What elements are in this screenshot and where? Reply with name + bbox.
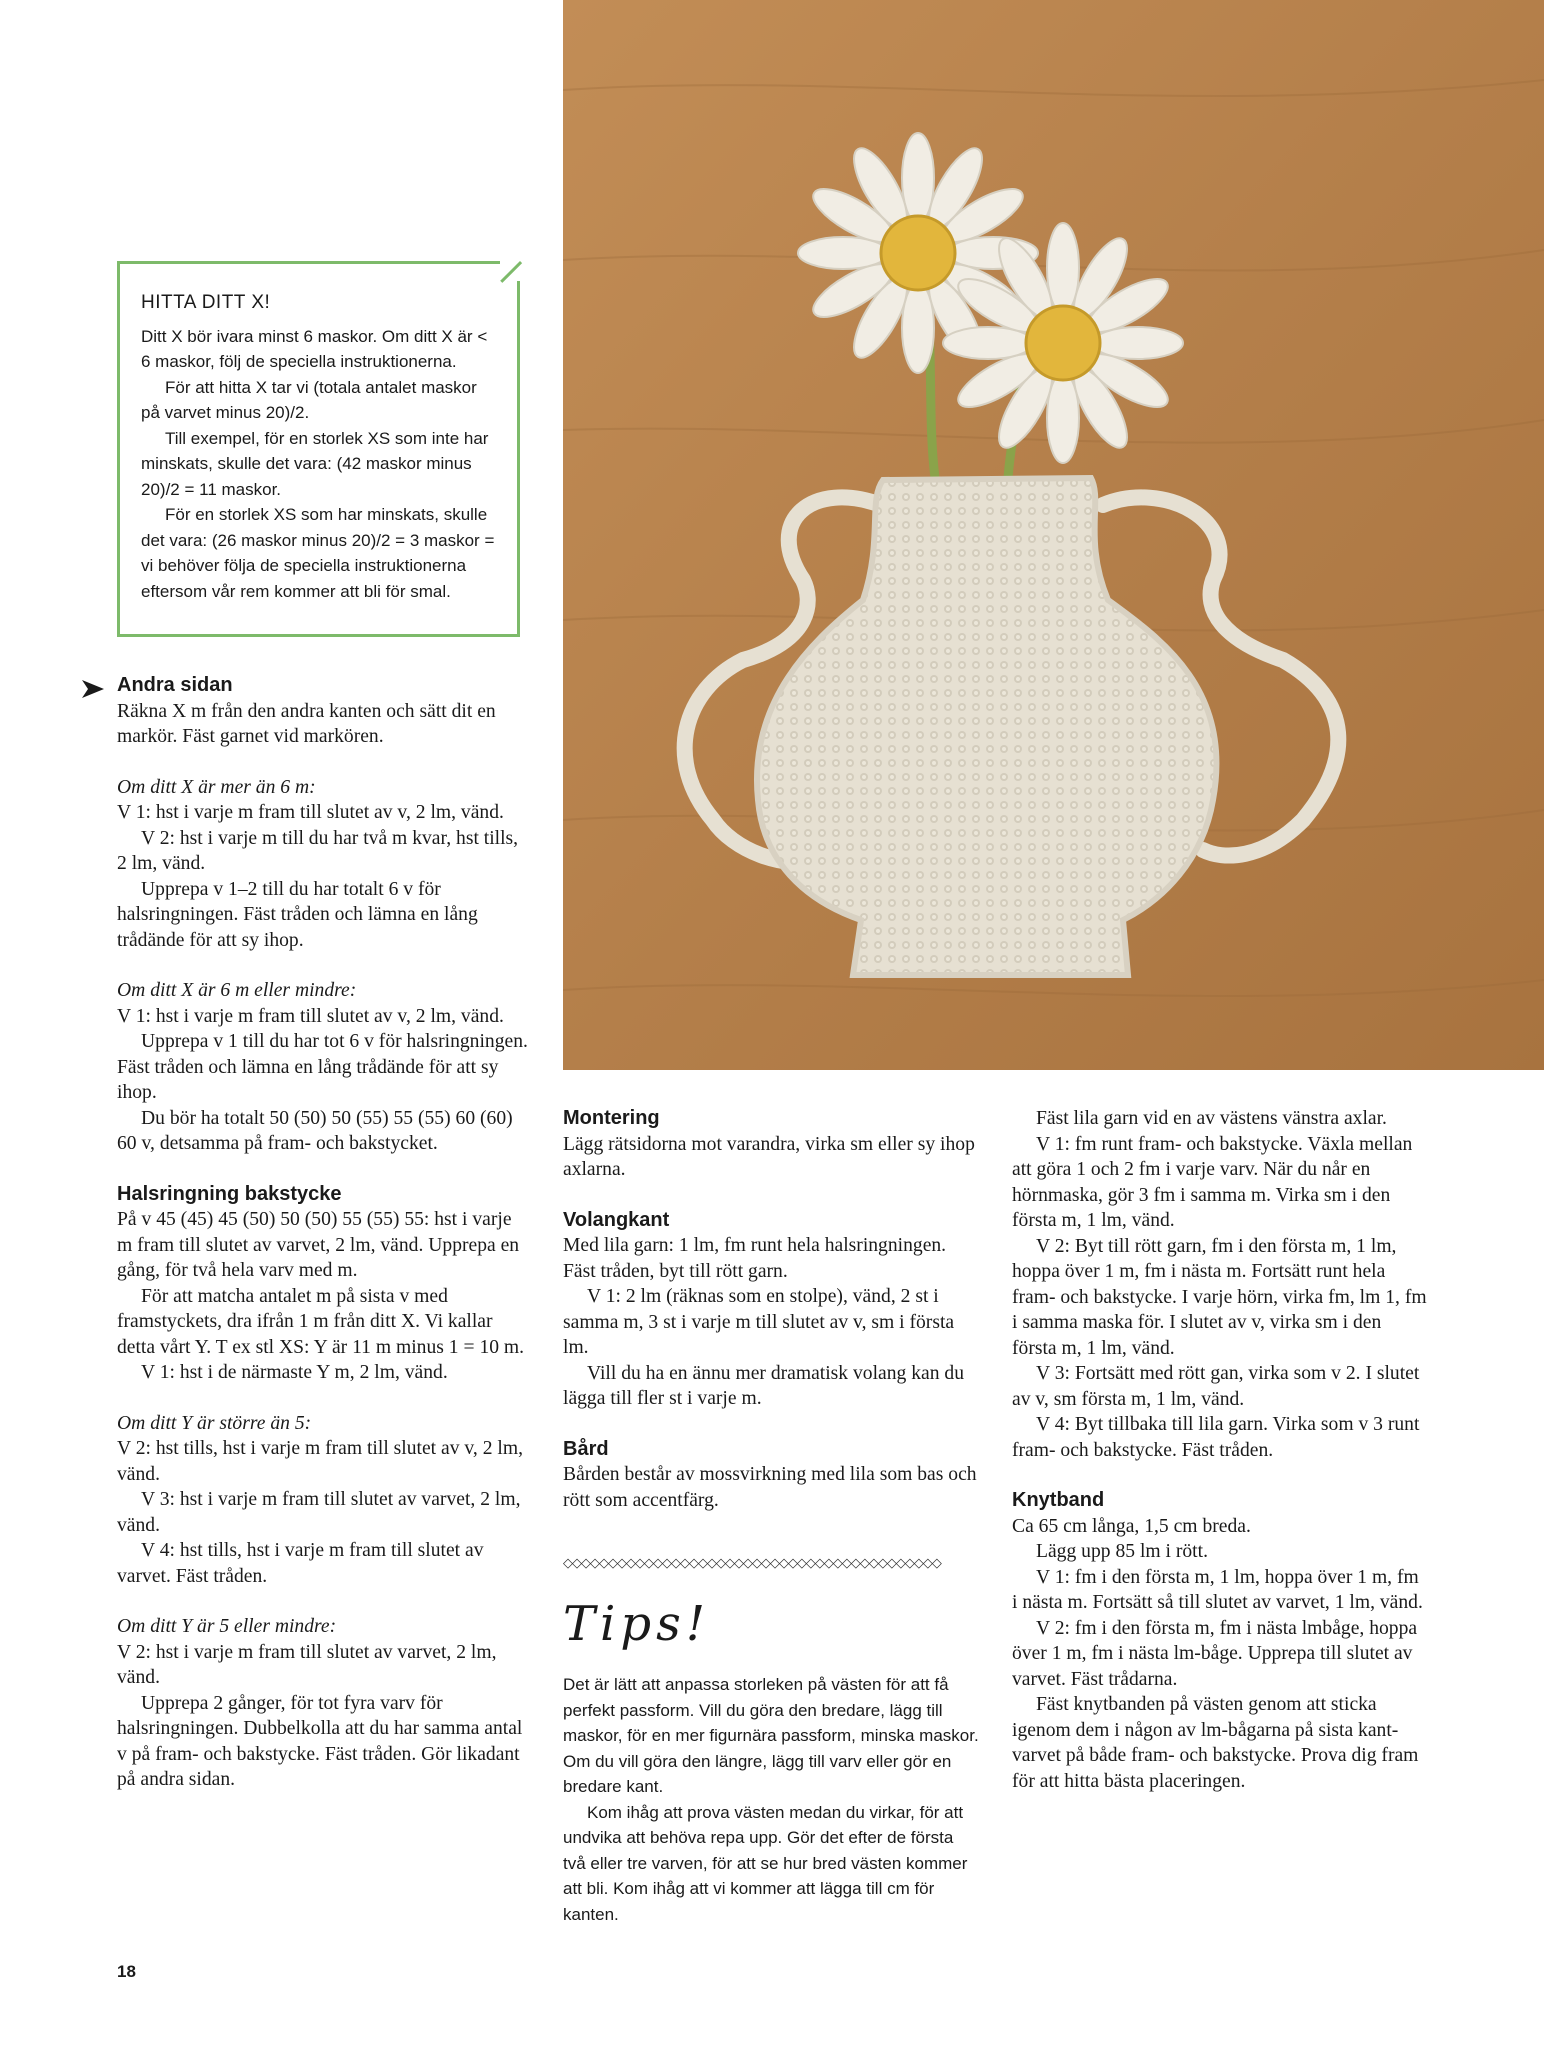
section-heading-bard: Bård [563, 1437, 609, 1460]
box-title: HITTA DITT X! [141, 292, 271, 313]
subheading: Om ditt X är mer än 6 m: [117, 776, 316, 798]
subheading: Om ditt Y är större än 5: [117, 1412, 312, 1434]
section-heading-montering: Montering [563, 1107, 660, 1129]
paragraph: Ca 65 cm långa, 1,5 cm breda. [1012, 1515, 1251, 1537]
paragraph: V 2: Byt till rött garn, fm i den första m, 1 lm, hoppa över 1 m, fm i nästa m. Fortsätt runt hela fram- och bakstycke. I varje hörn, virka fm, lm 1, fm i samma maska för. I slutet av v, virka sm i den första m, 1 lm, vänd. [1012, 1235, 1427, 1359]
paragraph: V 2: hst i varje m fram till slutet av varvet, 2 lm, vänd. [117, 1641, 497, 1688]
paragraph: V 2: hst tills, hst i varje m fram till slutet av v, 2 lm, vänd. [117, 1438, 523, 1485]
column-middle [563, 1106, 978, 1513]
paragraph: Räkna X m från den andra kanten och sätt dit en markör. Fäst garnet vid markören. [117, 700, 496, 747]
paragraph: V 3: Fortsätt med rött gan, virka som v 2. I slutet av v, sm första m, 1 lm, vänd. [1012, 1363, 1420, 1410]
diamond-divider: ◇◇◇◇◇◇◇◇◇◇◇◇◇◇◇◇◇◇◇◇◇◇◇◇◇◇◇◇◇◇◇◇◇◇◇◇◇◇◇◇◇◇ [563, 1556, 941, 1571]
box-paragraph: Till exempel, för en storlek XS som inte har minskats, skulle det vara: (42 maskor minus 20)/2 = 11 maskor. [141, 428, 489, 499]
tips-paragraph: Det är lätt att anpassa storleken på västen för att få perfekt passform. Vill du göra den bredare, lägg till maskor, för en mer figurnära passform, minska maskor. Om du vill göra den längre, lägg till varv eller gör en bredare kant. [563, 1675, 979, 1796]
find-your-x-box [117, 261, 520, 637]
tips-paragraph: Kom ihåg att prova västen medan du virkar, för att undvika att behöva repa upp. Gör det efter de första två eller tre varven, för att se hur bred västen kommer att bli. Kom ihåg att vi kommer att lägga till cm för kanten. [563, 1802, 968, 1924]
paragraph: V 1: hst i varje m fram till slutet av v, 2 lm, vänd. [117, 802, 504, 823]
page-number: 18 [117, 1962, 136, 1981]
paragraph: Bården består av mossvirkning med lila som bas och rött som accentfärg. [563, 1464, 977, 1511]
paragraph: Upprepa 2 gånger, för tot fyra varv för halsringningen. Dubbelkolla att du har samma antal v på fram- och bakstycke. Fäst tråden. Gör likadant på andra sidan. [117, 1692, 523, 1790]
box-paragraph: För en storlek XS som har minskats, skulle det vara: (26 maskor minus 20)/2 = 3 maskor = vi behöver följa de speciella instruktionerna eftersom vår rem kommer att bli för smal. [141, 505, 495, 601]
tips-title: Tips! [563, 1596, 711, 1652]
section-heading-andra-sidan: Andra sidan [117, 674, 233, 696]
paragraph: Fäst lila garn vid en av västens vänstra axlar. [1036, 1108, 1387, 1129]
paragraph: V 1: hst i varje m fram till slutet av v, 2 lm, vänd. [117, 1005, 504, 1027]
paragraph: V 3: hst i varje m fram till slutet av varvet, 2 lm, vänd. [117, 1489, 521, 1536]
paragraph: Lägg rätsidorna mot varandra, virka sm eller sy ihop axlarna. [563, 1133, 975, 1180]
paragraph: Lägg upp 85 lm i rött. [1036, 1541, 1208, 1562]
crochet-vase-photo [563, 0, 1544, 1070]
paragraph: Vill du ha en ännu mer dramatisk volang kan du lägga till fler st i varje m. [563, 1362, 964, 1409]
section-heading-halsringning: Halsringning bakstycke [117, 1182, 342, 1205]
paragraph: V 1: 2 lm (räknas som en stolpe), vänd, 2 st i samma m, 3 st i varje m till slutet av v, sm i första lm. [563, 1286, 955, 1358]
paragraph: V 1: fm i den första m, 1 lm, hoppa över 1 m, fm i nästa m. Fortsätt så till slutet av varvet, 1 lm, vänd. [1012, 1566, 1423, 1613]
box-paragraph: För att hitta X tar vi (totala antalet maskor på varvet minus 20)/2. [141, 377, 477, 422]
paragraph: Du bör ha totalt 50 (50) 50 (55) 55 (55) 60 (60) 60 v, detsamma på fram- och bakstycket. [117, 1107, 513, 1154]
subheading: Om ditt X är 6 m eller mindre: [117, 980, 357, 1001]
paragraph: V 4: hst tills, hst i varje m fram till slutet av varvet. Fäst tråden. [117, 1540, 484, 1587]
column-left [117, 673, 529, 1793]
box-paragraph: Ditt X bör ivara minst 6 maskor. Om ditt X är < 6 maskor, följ de speciella instruktionerna. [141, 326, 488, 371]
column-right [1012, 1106, 1427, 1794]
paragraph: V 2: fm i den första m, fm i nästa lmbåge, hoppa över 1 m, fm i nästa lm-båge. Upprepa till slutet av varvet. Fäst trådarna. [1012, 1617, 1418, 1690]
paragraph: Med lila garn: 1 lm, fm runt hela halsringningen. Fäst tråden, byt till rött garn. [563, 1235, 947, 1282]
paragraph: Fäst knytbanden på västen genom att sticka igenom dem i någon av lm-bågarna på sista kant-varvet på både fram- och bakstycke. Prova dig fram för att hitta bästa placeringen. [1012, 1694, 1419, 1792]
paragraph: Upprepa v 1 till du har tot 6 v för halsringningen. Fäst tråden och lämna en lång trådände för att sy ihop. [117, 1031, 528, 1103]
paragraph: För att matcha antalet m på sista v med framstyckets, dra ifrån 1 m från ditt X. Vi kallar detta vårt Y. T ex stl XS: Y är 11 m minus 1 = 10 m. [117, 1285, 525, 1358]
section-heading-volangkant: Volangkant [563, 1208, 670, 1231]
tips-text [563, 1672, 980, 1927]
paragraph: V 2: hst i varje m till du har två m kvar, hst tills, 2 lm, vänd. [117, 827, 519, 874]
paragraph: V 1: hst i de närmaste Y m, 2 lm, vänd. [141, 1362, 448, 1383]
subheading: Om ditt Y är 5 eller mindre: [117, 1616, 337, 1637]
arrow-marker-icon [82, 680, 104, 698]
paragraph: V 1: fm runt fram- och bakstycke. Växla mellan att göra 1 och 2 fm i varje varv. När du når en hörnmaska, gör 3 fm i samma m. Virka sm i den första m, 1 lm, vänd. [1012, 1133, 1413, 1231]
paragraph: V 4: Byt tillbaka till lila garn. Virka som v 3 runt fram- och bakstycke. Fäst tråden. [1012, 1414, 1420, 1461]
paragraph: På v 45 (45) 45 (50) 50 (50) 55 (55) 55: hst i varje m fram till slutet av varvet, 2 lm, vänd. Upprepa en gång, för två hela varv med m. [117, 1209, 520, 1281]
section-heading-knytband: Knytband [1012, 1489, 1105, 1511]
paragraph: Upprepa v 1–2 till du har totalt 6 v för halsringningen. Fäst tråden och lämna en lång trådände för att sy ihop. [117, 878, 478, 951]
